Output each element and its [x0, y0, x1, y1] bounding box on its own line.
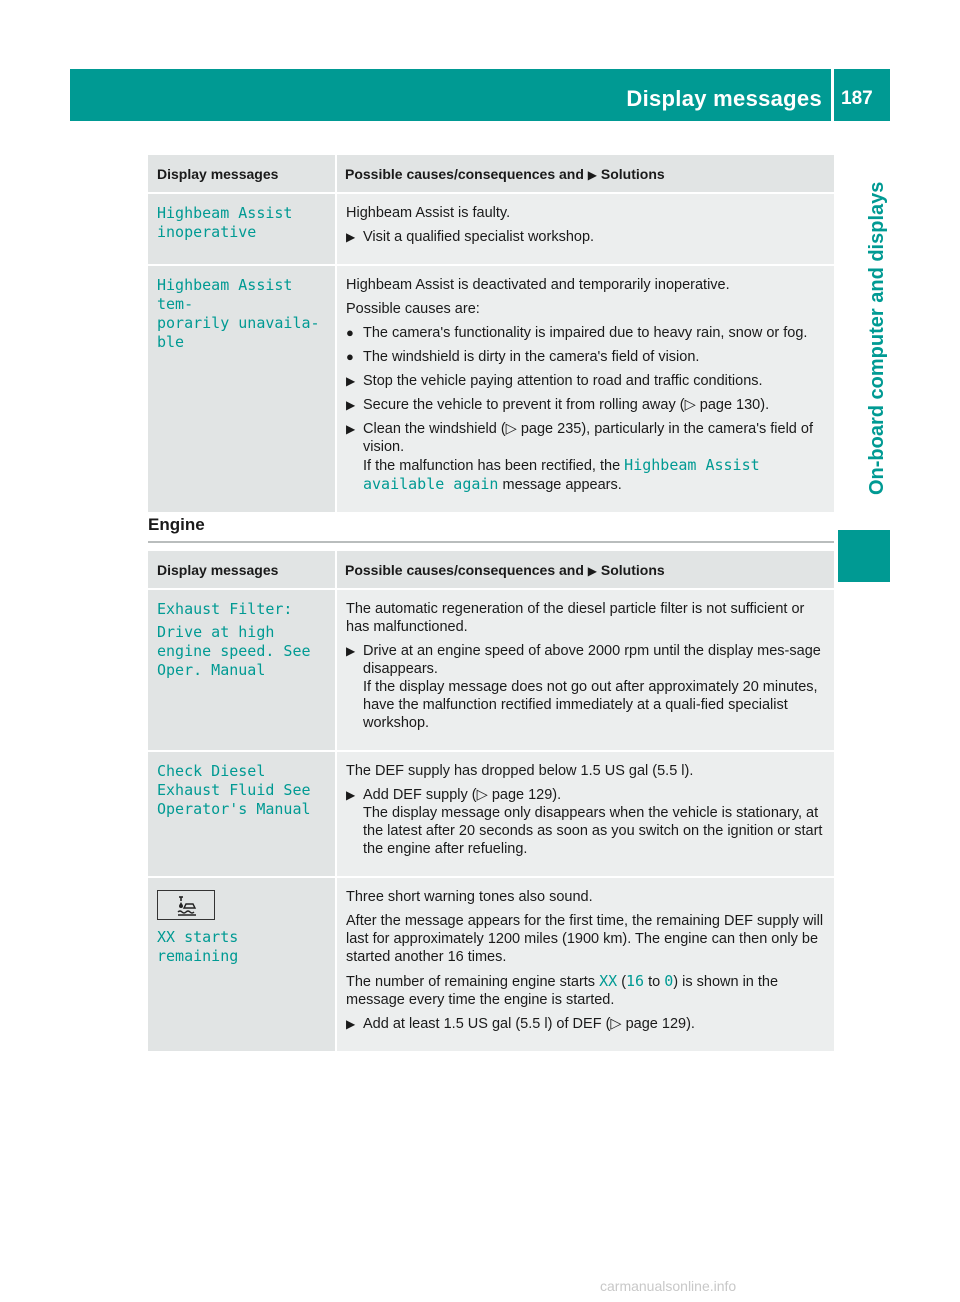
page-ref-arrow-icon: ▷: [505, 421, 517, 437]
message-cell: [148, 589, 336, 751]
cause-text: Highbeam Assist is deactivated and temporarily inoperative.: [346, 277, 730, 293]
solution-cell: [336, 265, 834, 512]
cause-item: ● The windshield is dirty in the camera's field of vision.: [346, 349, 700, 365]
solution-cell: [336, 589, 834, 751]
page-reference[interactable]: page 235), particularly in the camera's field of vision.: [363, 421, 813, 455]
cause-text: Highbeam Assist is faulty.: [346, 205, 511, 221]
bullet-icon: ●: [346, 349, 354, 364]
action-item: ▶ Visit a qualified specialist workshop.: [346, 229, 595, 245]
action-item: ▶ Drive at an engine speed of above 2000 rpm until the display mes‐sage disappears. If the display message does not go out after approximately 20 minutes, have the malfunction rectified immediately at a quali‐fied specialist workshop.: [346, 643, 821, 731]
section-divider: [148, 541, 834, 543]
footer-watermark: carmanualsonline.info: [600, 1278, 737, 1294]
bullet-icon: ●: [346, 325, 354, 340]
triangle-right-icon: ▶: [346, 422, 356, 436]
table-header-row: [148, 155, 834, 193]
action-item: ▶ Add DEF supply (▷ page 129). The display message only disappears when the vehicle is stationary, at the latest after 20 seconds as soon as you switch on the ignition or start the engine after refueling.: [346, 787, 823, 857]
cause-text: The automatic regeneration of the diesel particle filter is not sufficient or has malfunctioned.: [346, 601, 805, 635]
solution-cell: [336, 877, 834, 1051]
cause-text: The number of remaining engine starts XX (16 to 0) is shown in the message every time the engine is started.: [346, 972, 779, 1008]
cause-text: The DEF supply has dropped below 1.5 US gal (5.5 l).: [346, 763, 694, 779]
action-item: ▶ Stop the vehicle paying attention to road and traffic conditions.: [346, 373, 763, 389]
cause-item: ● The camera's functionality is impaired due to heavy rain, snow or fog.: [346, 325, 808, 341]
causes-label: Possible causes are:: [346, 301, 480, 317]
page-ref-arrow-icon: ▷: [684, 397, 696, 413]
page-ref-arrow-icon: ▷: [610, 1016, 622, 1032]
solution-cell: [336, 751, 834, 877]
def-fluid-icon-glyph: [175, 894, 199, 918]
display-message-code: Highbeam Assist available again: [363, 456, 760, 493]
header-divider: [831, 69, 834, 121]
triangle-right-icon: ▶: [587, 564, 598, 578]
page-ref-arrow-icon: ▷: [476, 787, 488, 803]
display-message-code: Highbeam Assist inoperative: [157, 204, 293, 241]
triangle-right-icon: ▶: [346, 1017, 356, 1031]
table-row: [148, 193, 834, 265]
highbeam-message-table: [148, 155, 834, 512]
action-item: ▶ Add at least 1.5 US gal (5.5 l) of DEF (▷ page 129).: [346, 1016, 695, 1032]
side-chapter-label: On-board computer and displays: [866, 181, 888, 495]
side-chapter-tab: [838, 530, 890, 582]
message-cell: [148, 193, 336, 265]
solution-cell: [336, 193, 834, 265]
message-cell: [148, 877, 336, 1051]
triangle-right-icon: ▶: [587, 168, 598, 182]
display-message-code: Highbeam Assist tem‐ porarily unavaila‐ ble: [157, 276, 320, 351]
message-cell: [148, 265, 336, 512]
display-message-code: 16: [626, 972, 645, 990]
page-title: Display messages: [626, 86, 822, 111]
page-number: 187: [841, 88, 873, 109]
table-row: [148, 877, 834, 1051]
page-header-bar: [70, 69, 890, 121]
engine-message-table: [148, 551, 834, 1051]
page-reference[interactable]: page 130).: [699, 397, 770, 413]
section-heading-engine: Engine: [148, 515, 205, 534]
table-row: [148, 589, 834, 751]
def-fluid-icon: [157, 890, 215, 920]
display-message-code: Exhaust Filter: Drive at high engine speed. See Oper. Manual: [157, 600, 311, 679]
col-header-messages: Display messages: [148, 155, 336, 193]
col-header-messages: Display messages: [148, 551, 336, 589]
display-message-code: XX: [599, 972, 618, 990]
display-message-code: XX starts remaining: [157, 928, 239, 965]
table-row: [148, 751, 834, 877]
display-message-code: 0: [664, 972, 674, 990]
table-header-row: [148, 551, 834, 589]
triangle-right-icon: ▶: [346, 230, 356, 244]
page-reference[interactable]: page 129).: [491, 787, 562, 803]
col-header-solutions: Possible causes/consequences and ▶ Solutions: [336, 155, 834, 193]
action-item: ▶ Secure the vehicle to prevent it from rolling away (▷ page 130).: [346, 397, 770, 413]
triangle-right-icon: ▶: [346, 644, 356, 658]
display-message-code: Check Diesel Exhaust Fluid See Operator's Manual: [157, 762, 311, 818]
col-header-solutions: Possible causes/consequences and ▶ Solutions: [336, 551, 834, 589]
triangle-right-icon: ▶: [346, 788, 356, 802]
triangle-right-icon: ▶: [346, 374, 356, 388]
message-cell: [148, 751, 336, 877]
action-item: ▶ Clean the windshield (▷ page 235), particularly in the camera's field of vision. If the malfunction has been rectified, the Highbeam Assist available again message appears.: [346, 421, 813, 493]
triangle-right-icon: ▶: [346, 398, 356, 412]
table-row: [148, 265, 834, 512]
page-reference[interactable]: page 129).: [625, 1016, 695, 1032]
cause-text: Three short warning tones also sound.: [346, 889, 593, 905]
cause-text: After the message appears for the first time, the remaining DEF supply will last for approximately 1200 miles (1900 km). The engine can then only be started another 16 times.: [346, 913, 824, 965]
